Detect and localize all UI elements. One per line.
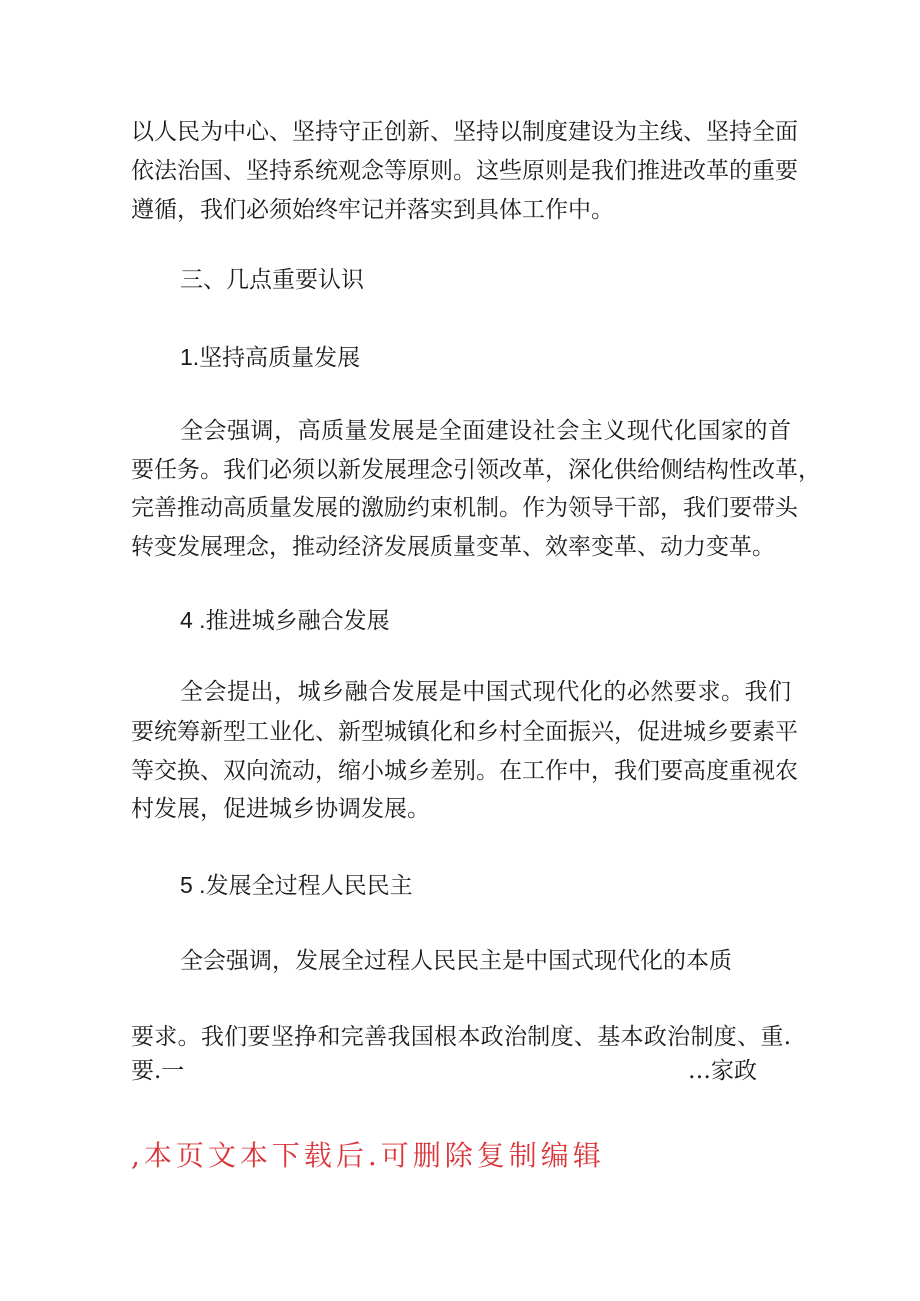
item-4-heading [180,605,390,636]
item-5-line-3-right: …家政 [688,1058,757,1084]
item-1-line-1: 全会强调，高质量发展是全面建设社会主义现代化国家的首 [180,418,791,444]
item-1-line-4: 转变发展理念，推动经济发展质量变革、效率变革、动力变革。 [131,534,775,560]
item-5-line-2: 要求。我们要坚挣和完善我国根本政治制度、基本政治制度、重. [131,1024,791,1050]
item-4-line-1: 全会提出，城乡融合发展是中国式现代化的必然要求。我们 [180,679,791,705]
item-1-line-3: 完善推动高质量发展的激励约束机制。作为领导干部，我们要带头 [131,495,798,521]
item-1-heading [180,342,360,373]
item-4-heading-text: 4 .推进城乡融合发展 [180,607,390,633]
item-4-line-2: 要统筹新型工业化、新型城镇化和乡村全面振兴，促进城乡要素平 [131,719,798,745]
item-5-heading [180,870,413,901]
paragraph-intro-line-3: 遵循，我们必须始终牢记并落实到具体工作中。 [131,197,614,223]
item-4-line-4: 村发展，促进城乡协调发展。 [131,796,430,822]
item-5-line-3: 要.一 [131,1058,185,1084]
item-1-heading-text: 1.坚持高质量发展 [180,344,361,370]
download-notice: ,本页文本下载后.可删除复制编辑 [131,1139,605,1172]
paragraph-intro-line-2: 依法治国、坚持系统观念等原则。这些原则是我们推进改革的重要 [131,158,798,184]
paragraph-intro-line-1: 以人民为中心、坚持守正创新、坚持以制度建设为主线、坚持全面 [131,119,798,145]
item-5-heading-text: 5 .发展全过程人民民主 [180,872,413,898]
item-1-line-2: 要任务。我们必须以新发展理念引领改革，深化供给侧结构性改革， [131,457,821,483]
section-heading: 三、几点重要认识 [180,267,364,293]
item-4-line-3: 等交换、双向流动，缩小城乡差别。在工作中，我们要高度重视农 [131,758,798,784]
item-5-line-1: 全会强调，发展全过程人民民主是中国式现代化的本质 [180,948,732,974]
